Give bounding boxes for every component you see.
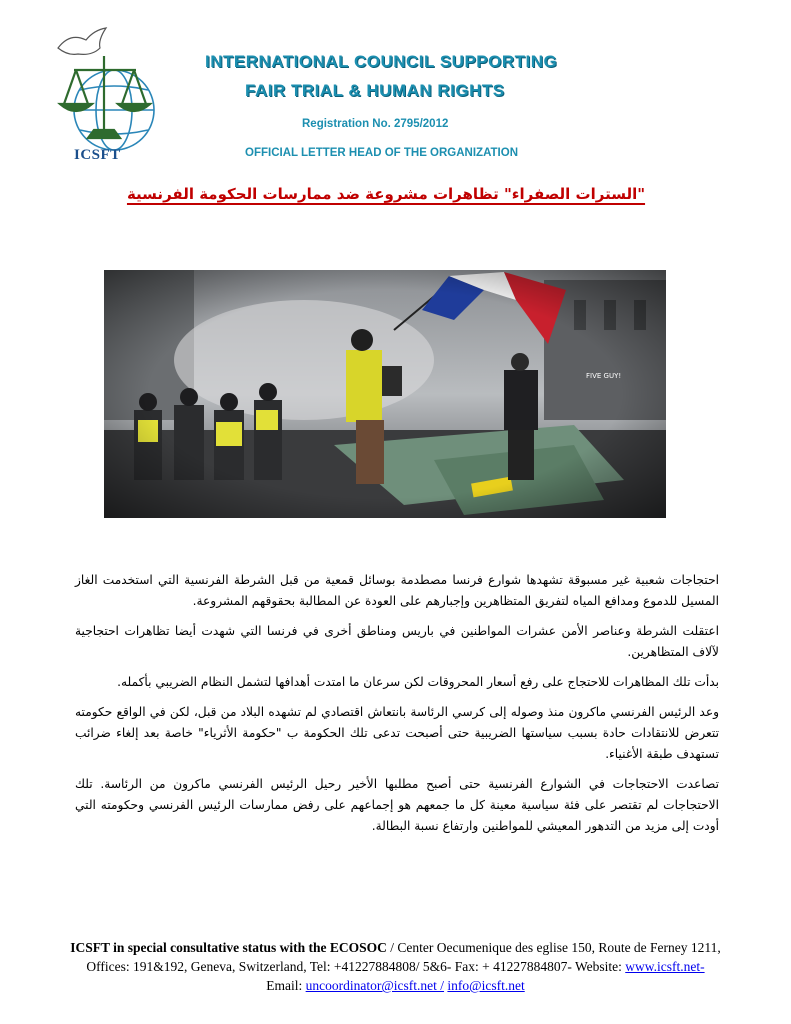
paragraph: وعد الرئيس الفرنسي ماكرون منذ وصوله إلى كرسي الرئاسة بانتعاش اقتصادي لم تشهده البلاد من قبل، لكن في الواقع حكومته تتعرض للانتقادات حادة بسبب سياستها الضريبية حتى أصبحت تدعى تلك الحكومة ب "حكومة الأثرياء" خاصة بعد إلغاء ضرائب تستهدف طبقة الأغنياء. (75, 705, 719, 761)
footer-address: / Center Oecumenique des eglise 150, Route de Ferney 1211, Offices: 191&192, Geneva, Switzerland, Tel: +41227884808/ 5&6- Fax: + 41227884807- Website: (86, 940, 721, 974)
article-title: "السترات الصفراء" تظاهرات مشروعة ضد ممارسات الحكومة الفرنسية (126, 185, 646, 203)
paragraph: تصاعدت الاحتجاجات في الشوارع الفرنسية حتى أصبح مطلبها الأخير رحيل الرئيس الفرنسي ماكرون من الرئاسة. تلك الاحتجاجات لم تقتصر على فئة سياسية معينة كل ما جمعهم هو إجماعهم على رفض ممارسات الرئيس الفرنسي وحكومته التي أودت إلى مزيد من التدهور المعيشي للمواطنين وارتفاع نسبة البطالة. (75, 777, 719, 833)
paragraph: اعتقلت الشرطة وعناصر الأمن عشرات المواطنين في باريس ومناطق أخرى في فرنسا التي شهدت أيضا تظاهرات احتجاجية لآلاف المتظاهرين. (75, 624, 719, 659)
dove-icon (58, 28, 106, 54)
organization-name-line1: INTERNATIONAL COUNCIL SUPPORTING (205, 52, 558, 71)
logo-text: ICSFT (74, 147, 121, 163)
official-letterhead-label: OFFICIAL LETTER HEAD OF THE ORGANIZATION (245, 147, 519, 159)
email-label: Email: (266, 978, 306, 993)
organization-logo (48, 26, 164, 166)
paragraph: احتجاجات شعبية غير مسبوقة تشهدها شوارع فرنسا مصطدمة بوسائل قمعية من قبل الشرطة الفرنسية التي استخدمت الغاز المسيل للدموع ومدافع المياه لتفريق المتظاهرين وإجبارهم على العودة عن المطالبة بحقوقهم المشروعة. (75, 573, 719, 608)
website-link[interactable]: www.icsft.net- (625, 959, 705, 974)
paragraph: بدأت تلك المظاهرات للاحتجاج على رفع أسعار المحروقات لكن سرعان ما امتدت أهدافها لتشمل النظام الضريبي بأكمله. (117, 675, 719, 689)
email-link-coordinator[interactable]: uncoordinator@icsft.net / (305, 978, 445, 993)
registration-number: Registration No. 2795/2012 (302, 118, 449, 130)
email-link-info[interactable]: info@icsft.net (447, 978, 525, 993)
footer-contact-info (70, 938, 721, 995)
consultative-status: ICSFT in special consultative status with the ECOSOC (70, 940, 387, 955)
article-body (75, 570, 719, 846)
organization-name-line2: FAIR TRIAL & HUMAN RIGHTS (245, 81, 505, 100)
scales-icon (60, 56, 150, 138)
protest-photo (104, 270, 666, 518)
